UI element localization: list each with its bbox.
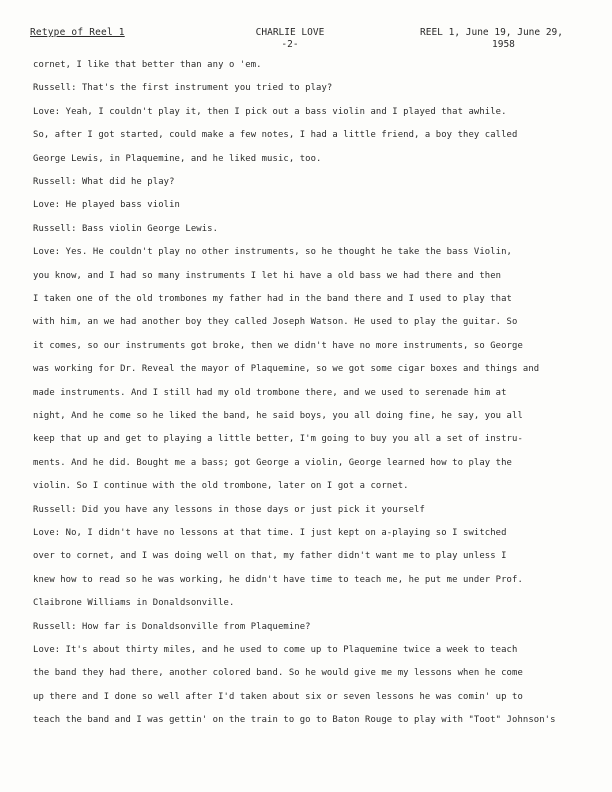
transcript-line: Claibrone Williams in Donaldsonville. — [33, 598, 235, 609]
transcript-line: Russell: How far is Donaldsonville from Plaquemine? — [33, 621, 311, 632]
transcript-line: I taken one of the old trombones my father had in the band there and I used to play that — [33, 294, 513, 304]
transcript-line: over to cornet, and I was doing well on that, my father didn't want me to play unless I — [33, 551, 507, 562]
transcript-line: cornet, I like that better than any o 'em. — [33, 60, 262, 70]
transcript-line: George Lewis, in Plaquemine, and he liked music, too. — [33, 153, 322, 164]
transcript-line: up there and I done so well after I'd taken about six or seven lessons he was comin' up to — [33, 691, 523, 702]
transcript-line: knew how to read so he was working, he didn't have time to teach me, he put me under Prof. — [33, 574, 523, 585]
retype-label — [30, 27, 125, 38]
transcript-line: Love: No, I didn't have no lessons at that time. I just kept on a-playing so I switched — [33, 528, 507, 538]
transcript-line: it comes, so our instruments got broke, then we didn't have no more instruments, so George — [33, 340, 523, 351]
transcript-line: Russell: Did you have any lessons in those days or just pick it yourself — [33, 504, 425, 515]
reel-dates-line1: REEL 1, June 19, June 29, — [420, 27, 563, 38]
transcript-line: Love: Yeah, I couldn't play it, then I pick out a bass violin and I played that awhile. — [33, 106, 507, 117]
transcript-line: ments. And he did. Bought me a bass; got George a violin, George learned how to play the — [33, 457, 513, 468]
transcript-line: violin. So I continue with the old trombone, later on I got a cornet. — [33, 481, 409, 492]
reel-dates — [420, 27, 588, 51]
transcript-line: Russell: Bass violin George Lewis. — [33, 223, 219, 234]
transcript-line: teach the band and I was gettin' on the train to go to Baton Rouge to play with "Toot" Johnson's — [33, 715, 556, 726]
transcript-line: Love: He played bass violin — [33, 200, 180, 211]
page-number: -2- — [281, 39, 299, 50]
transcript-line: keep that up and get to playing a little better, I'm going to buy you all a set of instru- — [33, 434, 523, 445]
header-center — [250, 27, 330, 51]
transcript-line: Russell: That's the first instrument you tried to play? — [33, 83, 333, 94]
transcript-line: with him, an we had another boy they called Joseph Watson. He used to play the guitar. So — [33, 317, 518, 328]
transcript-line: So, after I got started, could make a few notes, I had a little friend, a boy they called — [33, 130, 518, 141]
reel-dates-year: 1958 — [492, 39, 515, 50]
retype-label-text: Retype of Reel 1 — [30, 27, 125, 38]
transcript-line: made instruments. And I still had my old trombone there, and we used to serenade him at — [33, 387, 507, 398]
transcript-line: night, And he come so he liked the band, he said boys, you all doing fine, he say, you all — [33, 411, 523, 421]
transcript-line: you know, and I had so many instruments I let hi have a old bass we had there and then — [33, 270, 502, 281]
transcript-line: Love: It's about thirty miles, and he used to come up to Plaquemine twice a week to teach — [33, 645, 518, 655]
transcript-line: Love: Yes. He couldn't play no other instruments, so he thought he take the bass Violin, — [33, 247, 513, 258]
transcript-line: the band they had there, another colored band. So he would give me my lessons when he come — [33, 668, 523, 679]
transcript-line: Russell: What did he play? — [33, 177, 175, 187]
transcript-line: was working for Dr. Reveal the mayor of Plaquemine, so we got some cigar boxes and things and — [33, 364, 540, 375]
interviewee-name: CHARLIE LOVE — [255, 27, 325, 38]
